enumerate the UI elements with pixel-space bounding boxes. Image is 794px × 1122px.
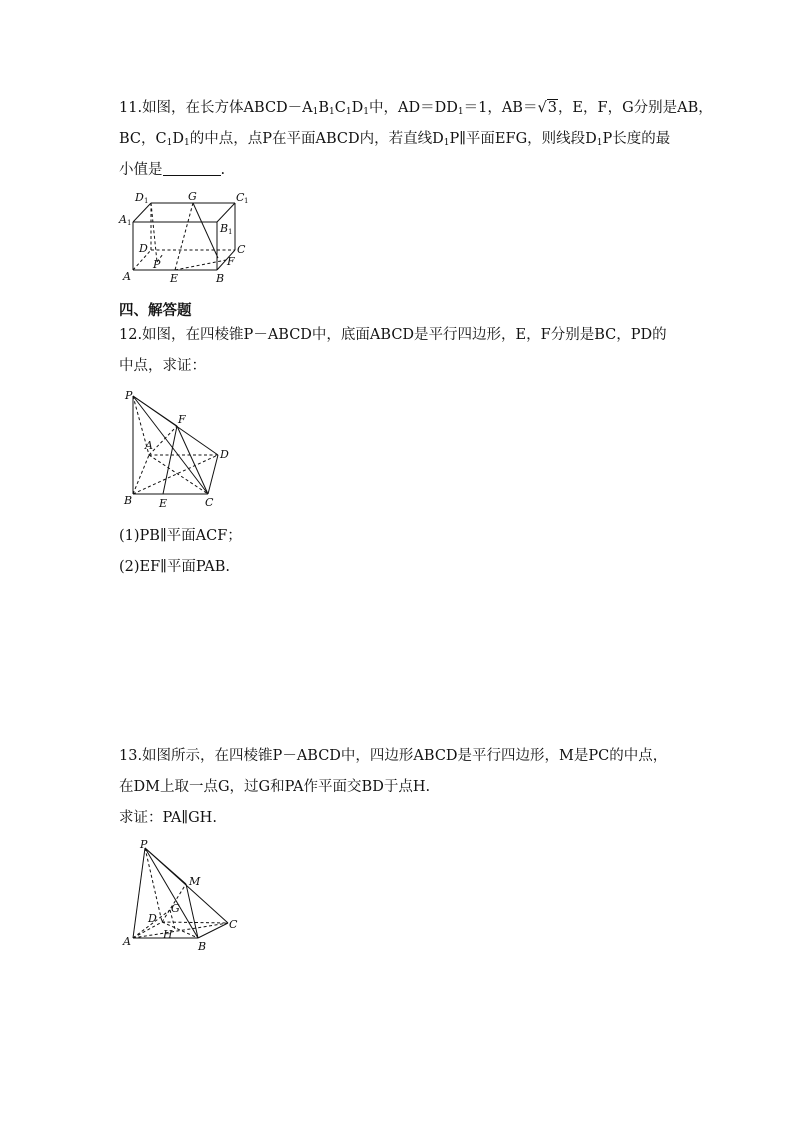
label-B: B	[124, 494, 133, 507]
svg-text:1: 1	[144, 197, 149, 205]
label-H: H	[163, 928, 173, 941]
q12-line-1: 12.如图，在四棱锥P－ABCD中，底面ABCD是平行四边形，E，F分别是BC，PD的	[119, 327, 667, 343]
q11-line-1: 11.如图，在长方体$ABCD-A_1B_1C_1D_1$中，$AD=DD_1=1$，AB＝√3，E，F，G分别是AB，	[119, 100, 713, 117]
svg-text:1: 1	[228, 228, 233, 236]
label-G: G	[171, 902, 180, 915]
q13-line-1: 13.如图所示，在四棱锥P－ABCD中，四边形ABCD是平行四边形，M是PC的中点，	[119, 748, 668, 764]
sqrt-3: √3	[537, 100, 557, 116]
label-C: C	[237, 243, 246, 256]
label-A1: A	[119, 213, 127, 226]
q11-figure-cuboid	[115, 190, 255, 285]
label-D: D	[220, 448, 229, 461]
label-D: D	[148, 912, 157, 925]
label-B1: B	[220, 222, 229, 235]
label-B: B	[198, 940, 207, 953]
q12-line-2: 中点，求证：	[119, 358, 206, 374]
q11-line-3: 小值是 .	[119, 162, 226, 178]
label-B: B	[216, 272, 225, 285]
label-D1: D	[135, 191, 144, 204]
q11-line-2: BC，$C_1D_1$的中点，点P在平面ABCD内，若直线$D_1P\parallel$平面EFG，则线段$D_1P$长度的最	[119, 131, 671, 148]
answer-blank	[163, 161, 221, 176]
label-A: A	[123, 935, 131, 948]
label-E: E	[159, 497, 168, 510]
label-G: G	[188, 190, 197, 203]
label-E: E	[170, 272, 179, 285]
label-P: P	[140, 838, 148, 851]
label-C1: C	[236, 191, 245, 204]
label-P: P	[153, 258, 161, 271]
label-C: C	[229, 918, 238, 931]
label-C: C	[205, 496, 214, 509]
label-F: F	[227, 255, 235, 268]
label-D: D	[139, 242, 148, 255]
svg-text:1: 1	[244, 197, 249, 205]
svg-text:1: 1	[127, 219, 132, 227]
label-M: M	[189, 875, 201, 888]
q13-line-3: 求证：PA∥GH.	[119, 810, 217, 826]
label-P: P	[125, 389, 133, 402]
q12-figure-pyramid	[120, 386, 240, 511]
label-A: A	[123, 270, 131, 283]
label-F: F	[178, 413, 186, 426]
q12-part-2: (2)EF∥平面PAB.	[119, 559, 231, 575]
q13-figure-pyramid	[118, 838, 243, 953]
label-A: A	[145, 439, 153, 452]
q12-part-1: (1)PB∥平面ACF；	[119, 528, 242, 544]
q13-line-2: 在DM上取一点G，过G和PA作平面交BD于点H.	[119, 779, 431, 795]
section-heading: 四、解答题	[119, 303, 192, 319]
